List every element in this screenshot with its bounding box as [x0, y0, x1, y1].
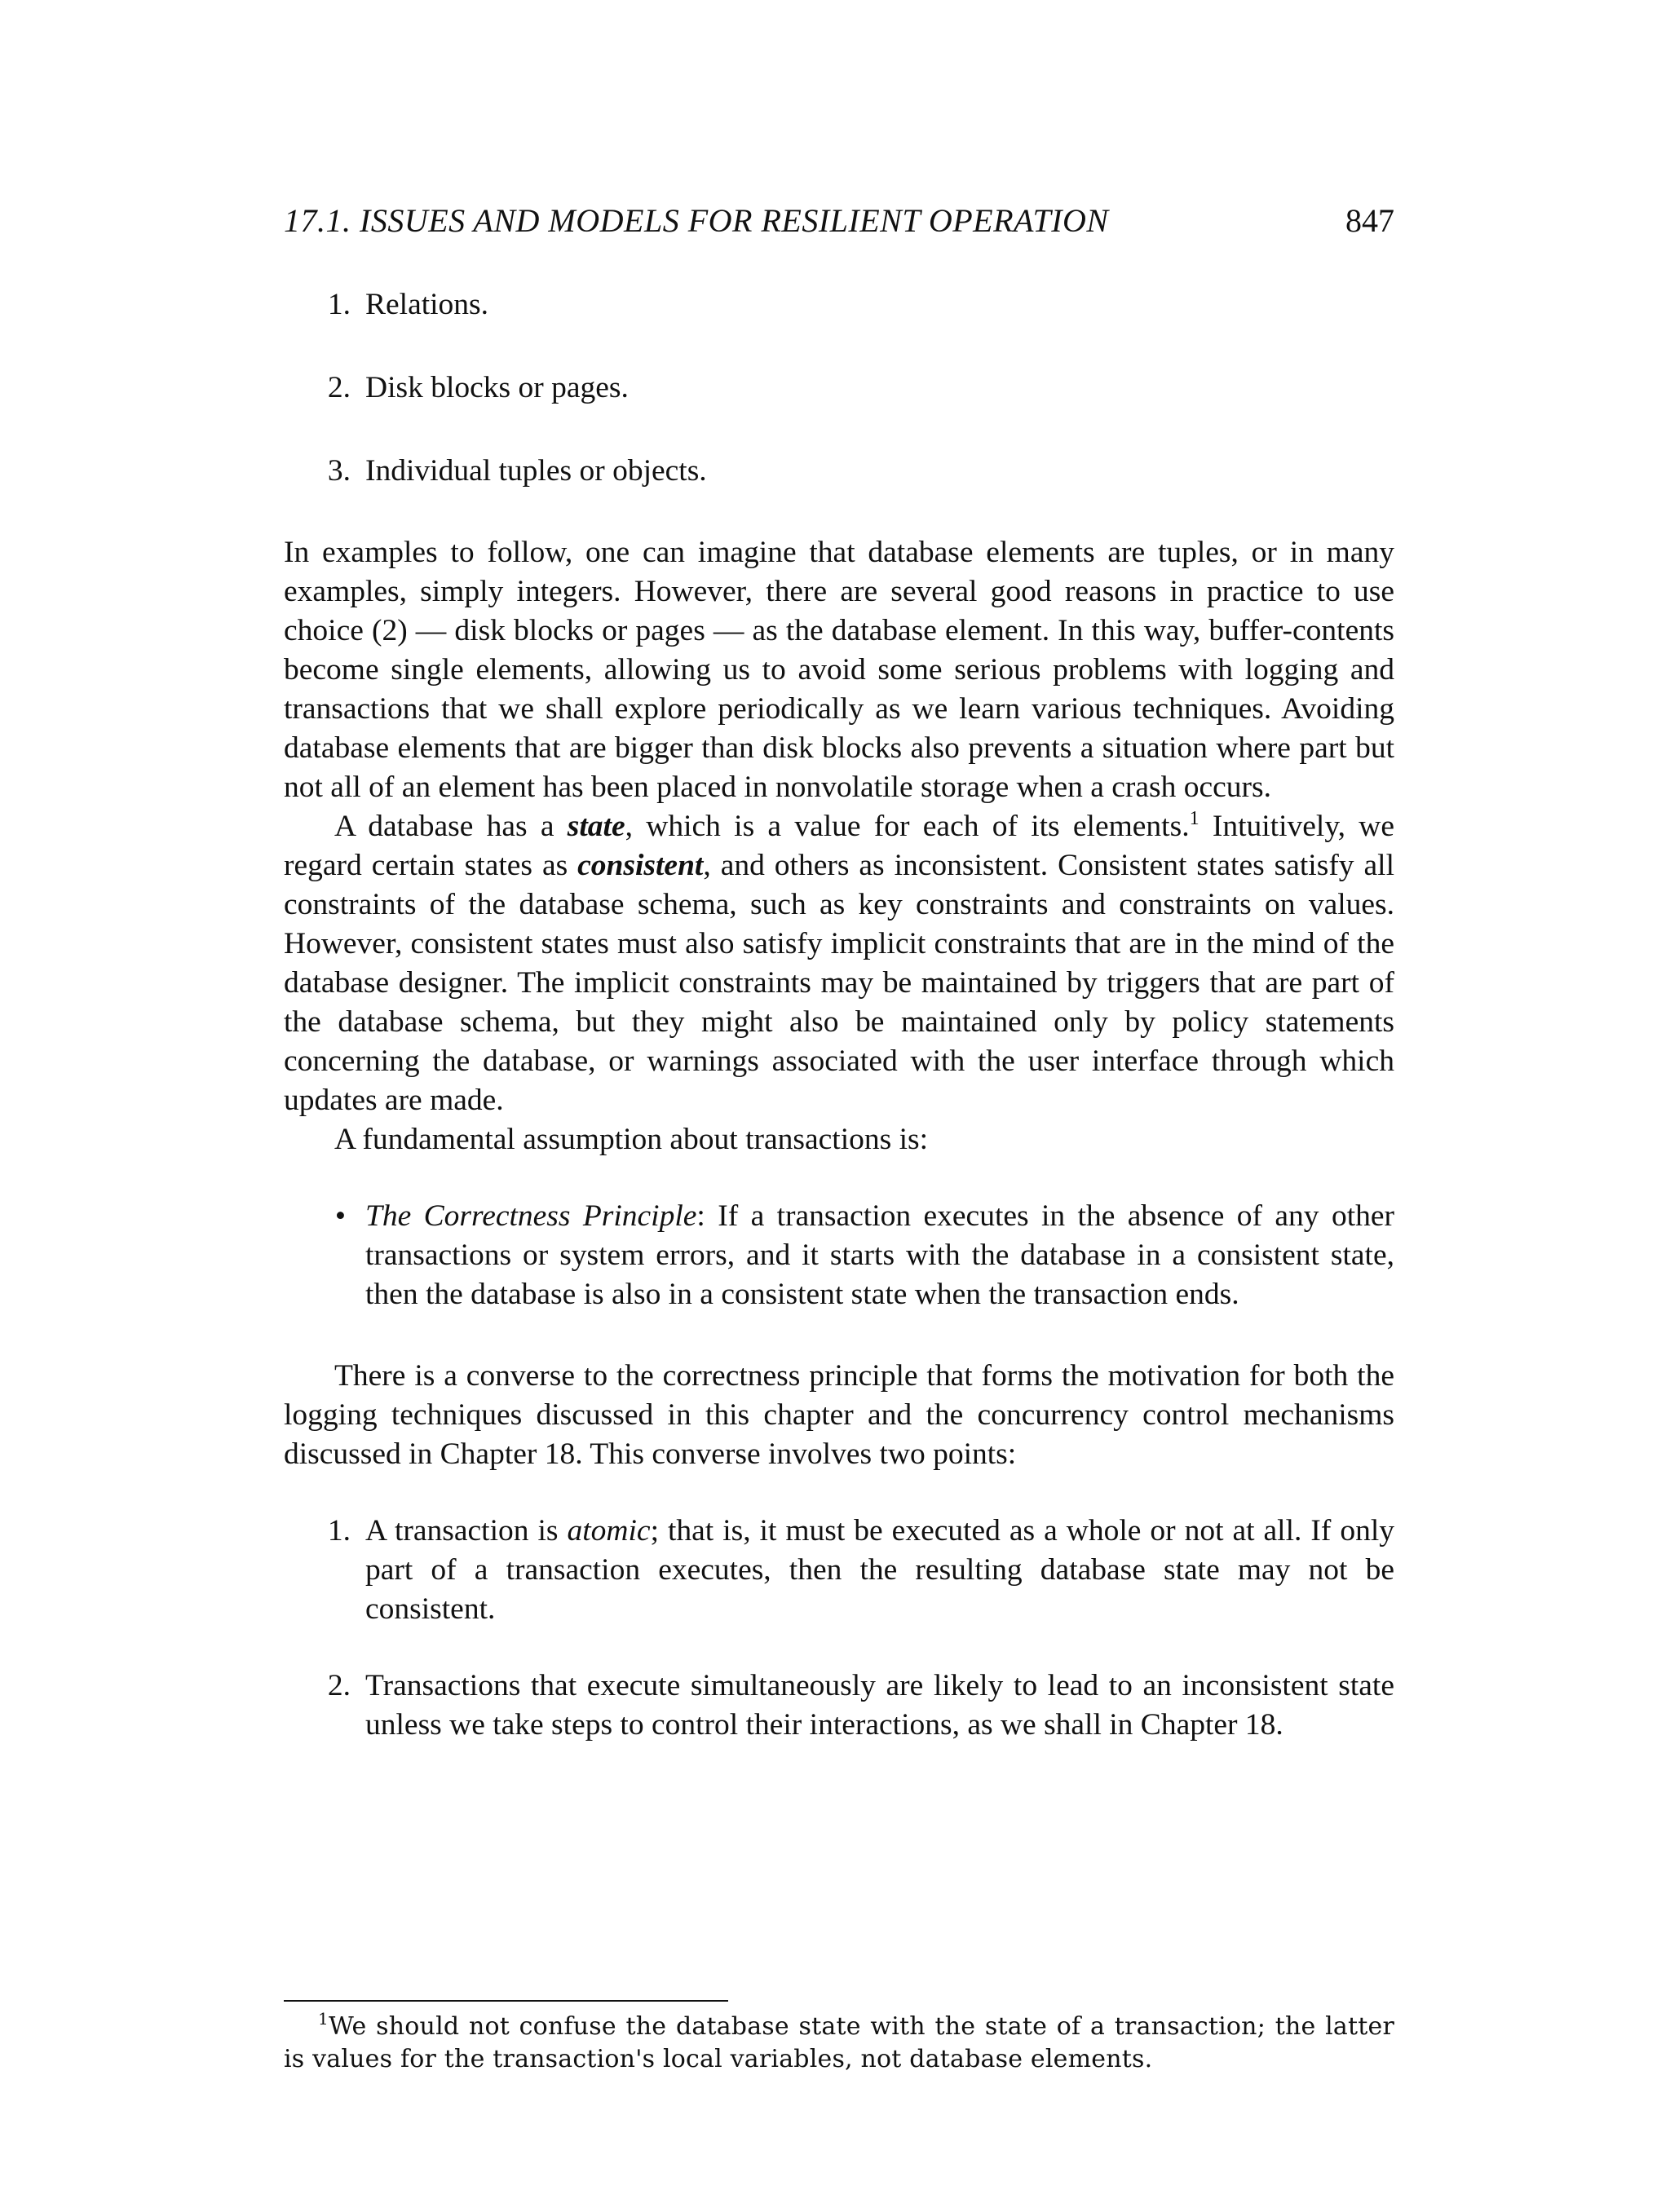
list-number: 2.: [327, 1669, 351, 1702]
running-header: [284, 201, 1394, 241]
bullet-item: [284, 1197, 1394, 1314]
paragraph: A database has a state, which is a value for each of its elements.$^1$ Intuitively, we regard certain states as consistent, and others as inconsistent. Consistent states satisfy all constraints of the database schema, such as key constraints and constraints on values. However, consistent states must also satisfy implicit constraints that are in the mind of the database designer. The implicit constraints may be maintained by triggers that are part of the database schema, but they might also be maintained only by policy statements concerning the database, or warnings associated with the user interface through which updates are made.: [284, 808, 1394, 1117]
main-text: [284, 285, 1394, 1745]
footnote: [284, 2011, 1394, 2076]
footnote-mark: 1: [318, 2009, 329, 2029]
list-text: Individual tuples or objects.: [365, 454, 707, 488]
list-number: 1.: [327, 288, 351, 321]
section-title: 17.1. ISSUES AND MODELS FOR RESILIENT OPERATION: [284, 202, 1109, 239]
list-text: Disk blocks or pages.: [365, 371, 629, 404]
list-item: [284, 285, 1394, 325]
footnote-rule: [284, 2000, 728, 2002]
principle-text: : If a transaction executes in the absence of any other transactions or system errors, and it starts with the database in a consistent state, then the database is also in a consistent state when the transaction ends.: [365, 1199, 1394, 1311]
term-state: state: [567, 810, 625, 843]
list-number: 2.: [327, 371, 351, 404]
list-text: Transactions that execute simultaneously are likely to lead to an inconsistent state unless we take steps to control their interactions, as we shall in Chapter 18.: [365, 1669, 1394, 1742]
list-item: [284, 369, 1394, 408]
term-consistent: consistent: [577, 849, 704, 882]
list-item: [284, 1667, 1394, 1745]
footnote-text: We should not confuse the database state with the state of a transaction; the latter is values for the transaction's local variables, not database elements.: [284, 2012, 1394, 2073]
page-number: 847: [1345, 202, 1394, 239]
paragraph: There is a converse to the correctness principle that forms the motivation for both the logging techniques discussed in this chapter and the concurrency control mechanisms discussed in Chapter 18. This converse involves two points:: [284, 1359, 1394, 1471]
footnote-ref: 1: [1189, 808, 1199, 829]
list-number: 1.: [327, 1514, 351, 1548]
list-item: [284, 452, 1394, 491]
paragraph: A fundamental assumption about transactions is:: [334, 1123, 929, 1156]
paragraph: In examples to follow, one can imagine that database elements are tuples, or in many examples, simply integers. However, there are several good reasons in practice to use choice (2) — disk blocks or pages — as the database element. In this way, buffer-contents become single elements, allowing us to avoid some serious problems with logging and transactions that we shall explore periodically as we learn various techniques. Avoiding database elements that are bigger than disk blocks also prevents a situation where part but not all of an element has been placed in nonvolatile storage when a crash occurs.: [284, 536, 1394, 804]
bullet-icon: •: [334, 1199, 346, 1233]
term-atomic: atomic: [567, 1514, 651, 1548]
list-text: Relations.: [365, 288, 489, 321]
list-number: 3.: [327, 454, 351, 488]
principle-name: The Correctness Principle: [365, 1199, 697, 1233]
list-item: 1. A transaction is atomic; that is, it must be executed as a whole or not at all. If only part of a transaction executes, then the resulting database state may not be consistent.: [284, 1512, 1394, 1629]
